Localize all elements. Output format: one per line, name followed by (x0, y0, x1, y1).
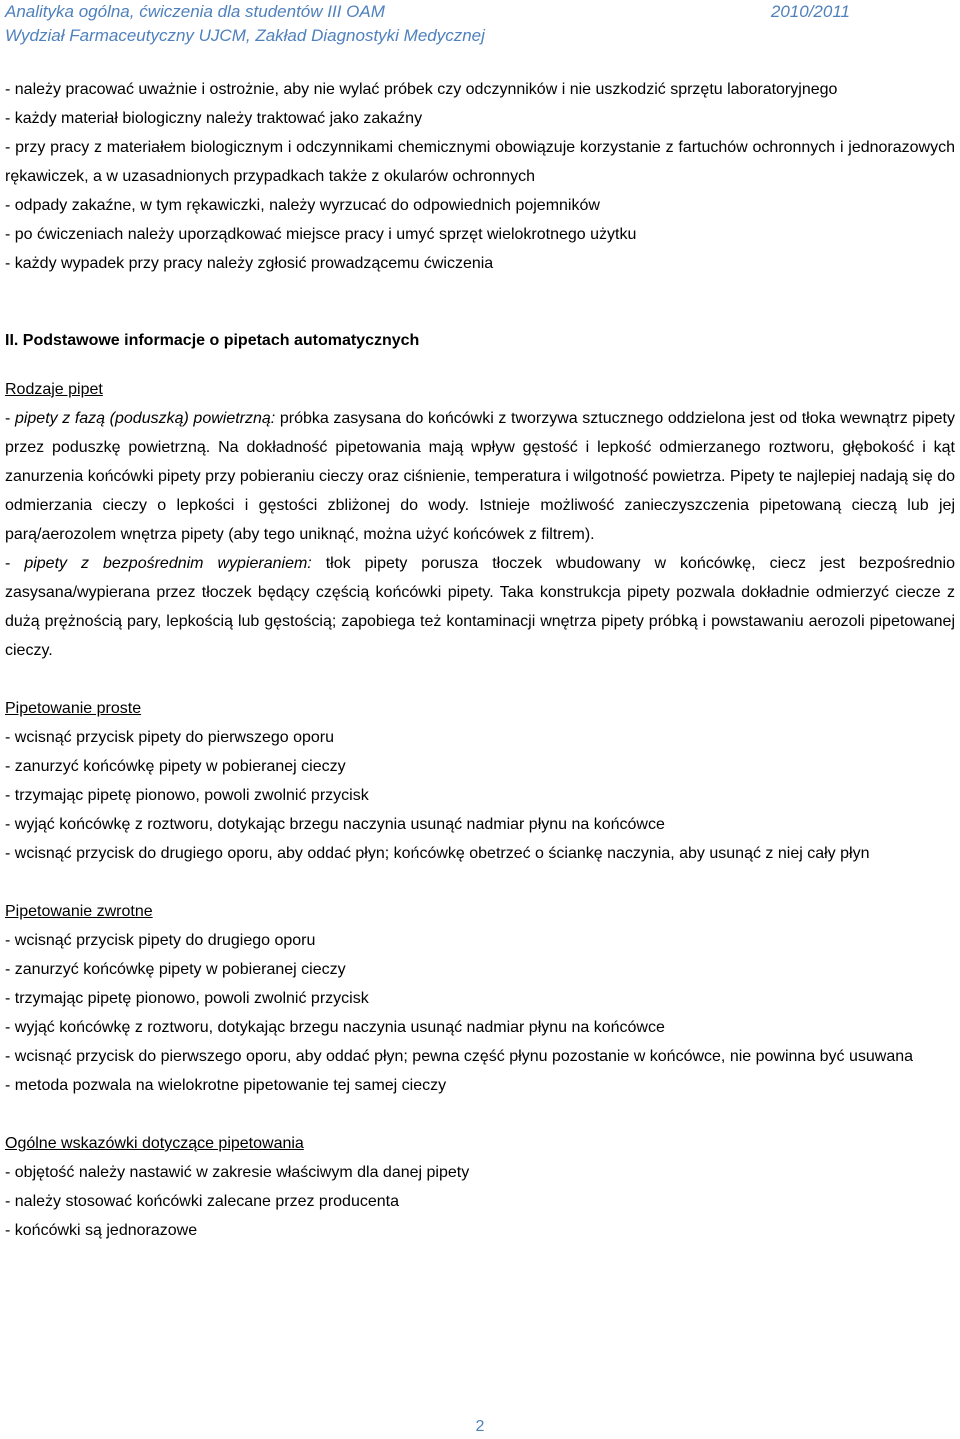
air-cushion-term: pipety z fazą (poduszką) powietrzną: (14, 410, 276, 427)
list-item: - wcisnąć przycisk pipety do pierwszego oporu (5, 729, 335, 746)
simple-pipetting-heading: Pipetowanie proste (5, 700, 142, 717)
reverse-pipetting-heading: Pipetowanie zwrotne (5, 903, 153, 920)
document-body (5, 75, 955, 1245)
section-heading: II. Podstawowe informacje o pipetach automatycznych (5, 332, 420, 349)
list-item: - wcisnąć przycisk do drugiego oporu, aby oddać płyn; końcówkę obetrzeć o ściankę naczynia, aby usunąć z niej cały płyn (5, 845, 870, 862)
pipette-types-heading: Rodzaje pipet (5, 381, 103, 398)
list-item: - końcówki są jednorazowe (5, 1222, 198, 1239)
simple-pipetting-section (5, 694, 955, 868)
header-row-1 (5, 0, 955, 24)
general-guidelines-section (5, 1129, 955, 1245)
general-guidelines-heading: Ogólne wskazówki dotyczące pipetowania (5, 1135, 304, 1152)
rule-item: - każdy wypadek przy pracy należy zgłosić prowadzącemu ćwiczenia (5, 255, 494, 272)
list-item: - należy stosować końcówki zalecane przez producenta (5, 1193, 399, 1210)
rule-item: - odpady zakaźne, w tym rękawiczki, należy wyrzucać do odpowiednich pojemników (5, 197, 600, 214)
list-item: - trzymając pipetę pionowo, powoli zwolnić przycisk (5, 990, 369, 1007)
reverse-pipetting-section (5, 897, 955, 1100)
rule-item: - przy pracy z materiałem biologicznym i odczynnikami chemicznymi obowiązuje korzystanie z fartuchów ochronnych i jednorazowych rękawiczek, a w uzasadnionych przypadkach także z okularów ochronnych (5, 139, 955, 185)
list-item: - zanurzyć końcówkę pipety w pobieranej cieczy (5, 961, 346, 978)
rule-item: - każdy materiał biologiczny należy traktować jako zakaźny (5, 110, 423, 127)
list-item: - wyjąć końcówkę z roztworu, dotykając brzegu naczynia usunąć nadmiar płynu na końcówce (5, 816, 665, 833)
safety-rules-list (5, 75, 955, 278)
list-item: - objętość należy nastawić w zakresie właściwym dla danej pipety (5, 1164, 470, 1181)
page-number: 2 (475, 1418, 485, 1435)
list-item: - wyjąć końcówkę z roztworu, dotykając brzegu naczynia usunąć nadmiar płynu na końcówce (5, 1019, 665, 1036)
page-header (5, 0, 955, 48)
header-department: Wydział Farmaceutyczny UJCM, Zakład Diagnostyki Medycznej (5, 26, 485, 45)
list-item: - trzymając pipetę pionowo, powoli zwolnić przycisk (5, 787, 369, 804)
list-item: - zanurzyć końcówkę pipety w pobieranej cieczy (5, 758, 346, 775)
air-cushion-paragraph: - pipety z fazą (poduszką) powietrzną: próbka zasysana do końcówki z tworzywa sztucznego oddzielona jest od tłoka wewnątrz pipety przez poduszkę powietrzną. Na dokładność pipetowania mają wpływ gęstość i lepkość odmierzanego roztworu, głębokość i kąt zanurzenia końcówki pipety przy pobieraniu cieczy oraz ciśnienie, temperatura i wilgotność powietrza. Pipety te najlepiej nadają się do odmierzania cieczy o lepkości i gęstości zbliżonej do wody. Istnieje możliwość zanieczyszczenia pipetowaną cieczą lub jej parą/aerozolem wnętrza pipety (aby tego uniknąć, można użyć końcówek z filtrem). (5, 410, 956, 543)
positive-displacement-paragraph: - pipety z bezpośrednim wypieraniem: tłok pipety porusza tłoczek wbudowany w końcówkę, ciecz jest bezpośrednio zasysana/wypierana przez tłoczek będący częścią końcówki pipety. Taka konstrukcja pipety pozwala dokładnie odmierzyć ciecze z dużą prężnością pary, lepkością lub gęstością; zapobiega też kontaminacji wnętrza pipety próbką i powstawaniu aerozoli pipetowanej cieczy. (5, 555, 955, 659)
list-item: - wcisnąć przycisk do pierwszego oporu, aby oddać płyn; pewna część płynu pozostanie w końcówce, nie powinna być usuwana (5, 1048, 914, 1065)
positive-displacement-term: pipety z bezpośrednim wypieraniem: (24, 555, 312, 572)
rule-item: - należy pracować uważnie i ostrożnie, aby nie wylać próbek czy odczynników i nie uszkodzić sprzętu laboratoryjnego (5, 81, 838, 98)
list-item: - metoda pozwala na wielokrotne pipetowanie tej samej cieczy (5, 1077, 447, 1094)
header-course-title: Analityka ogólna, ćwiczenia dla studentów III OAM (5, 2, 385, 21)
rule-item: - po ćwiczeniach należy uporządkować miejsce pracy i umyć sprzęt wielokrotnego użytku (5, 226, 637, 243)
list-item: - wcisnąć przycisk pipety do drugiego oporu (5, 932, 316, 949)
header-academic-year: 2010/2011 (770, 2, 850, 21)
